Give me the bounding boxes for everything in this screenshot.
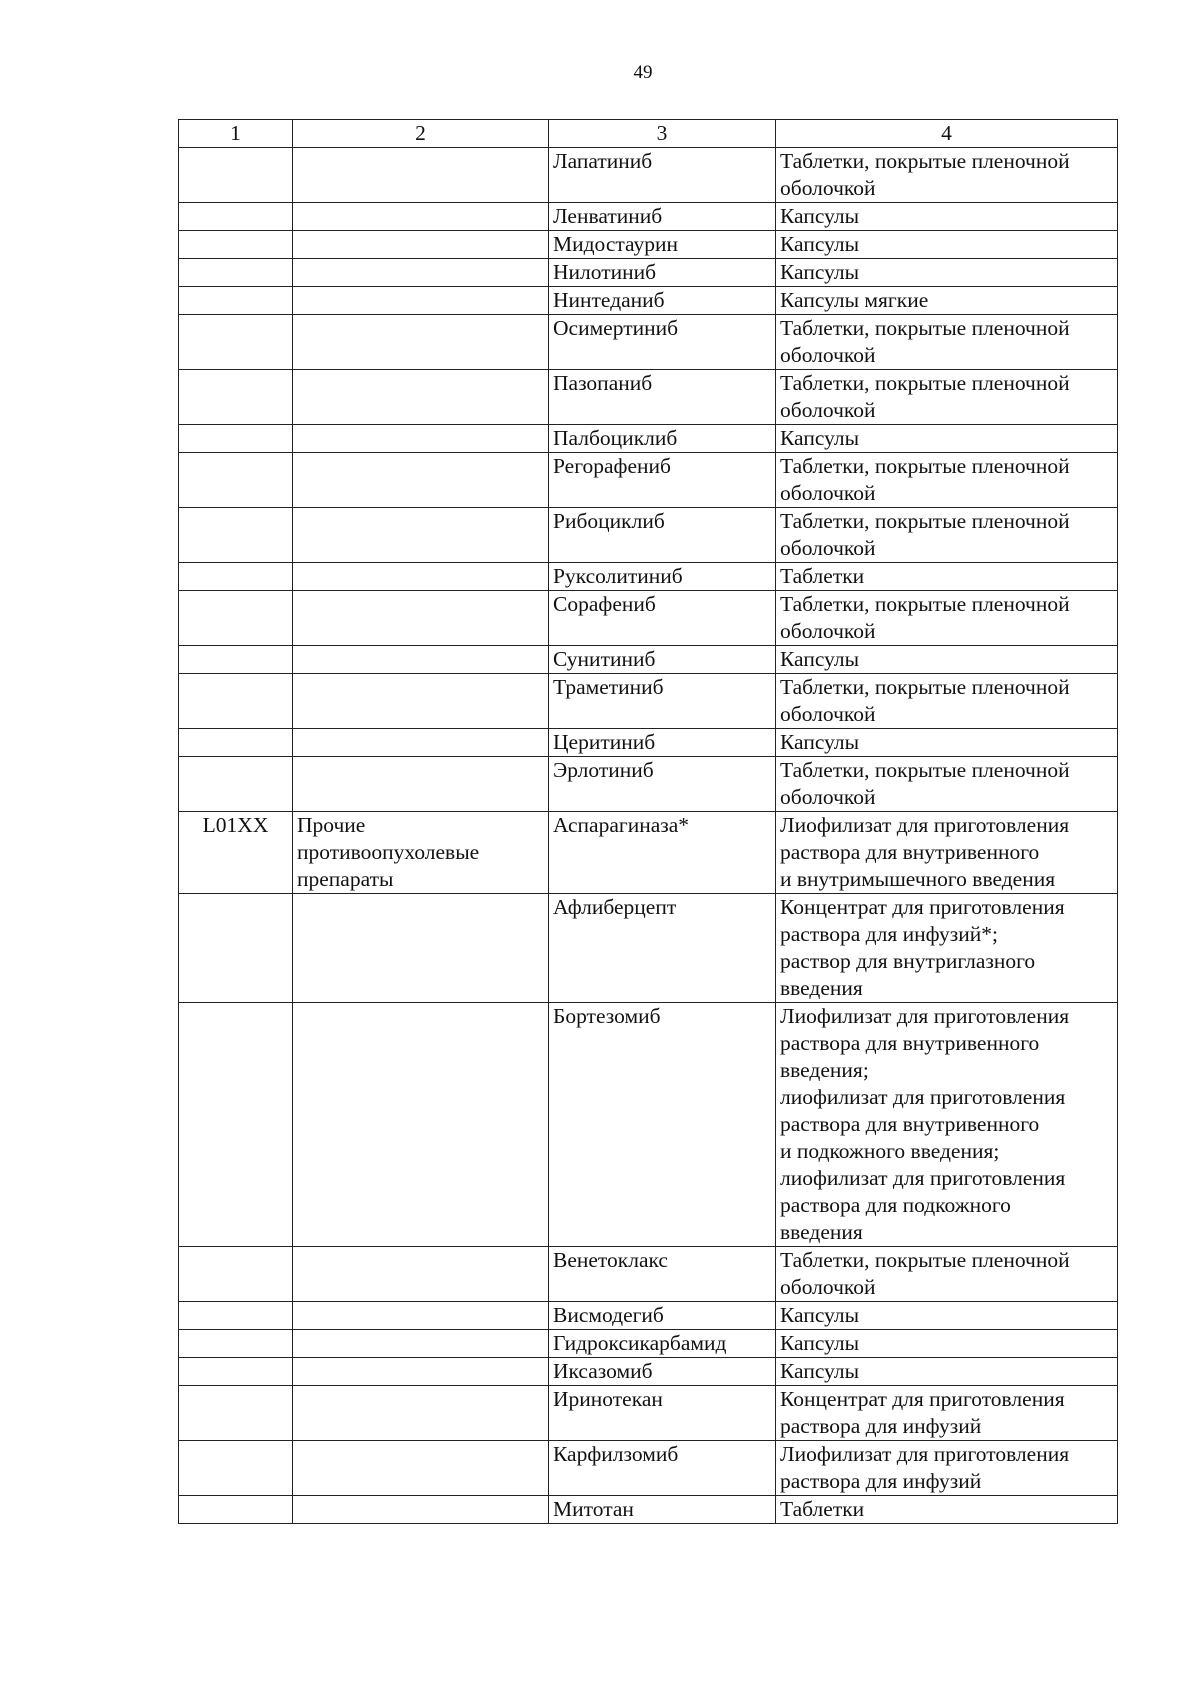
drug-name-cell: Лапатиниб: [549, 148, 776, 203]
dosage-form-cell: Капсулы: [776, 1330, 1118, 1358]
atc-code-cell: [179, 259, 293, 287]
table-row: [179, 1247, 1118, 1302]
drug-name-cell: Эрлотиниб: [549, 757, 776, 812]
dosage-form-cell: Таблетки, покрытые пленочной оболочкой: [776, 370, 1118, 425]
drug-name-cell: Сорафениб: [549, 591, 776, 646]
dosage-form-cell: Таблетки, покрытые пленочной оболочкой: [776, 1247, 1118, 1302]
atc-code-cell: L01XX: [179, 812, 293, 894]
table-row: [179, 563, 1118, 591]
group-cell: [293, 370, 549, 425]
dosage-form-cell: Таблетки, покрытые пленочной оболочкой: [776, 315, 1118, 370]
atc-code-cell: [179, 508, 293, 563]
drug-name-cell: Мидостаурин: [549, 231, 776, 259]
atc-code-cell: [179, 1441, 293, 1496]
group-cell: [293, 1247, 549, 1302]
table-row: [179, 729, 1118, 757]
drug-table: [178, 119, 1118, 1524]
table-row: [179, 1003, 1118, 1247]
drug-name-cell: Палбоциклиб: [549, 425, 776, 453]
header-cell-3: 3: [549, 120, 776, 148]
group-cell: [293, 757, 549, 812]
table-row: [179, 203, 1118, 231]
table-row: [179, 453, 1118, 508]
group-cell: [293, 1003, 549, 1247]
group-cell: [293, 729, 549, 757]
table-row: [179, 646, 1118, 674]
atc-code-cell: [179, 203, 293, 231]
table-row: [179, 674, 1118, 729]
dosage-form-cell: Таблетки, покрытые пленочной оболочкой: [776, 757, 1118, 812]
dosage-form-cell: Таблетки: [776, 1496, 1118, 1524]
table-row: [179, 508, 1118, 563]
atc-code-cell: [179, 1247, 293, 1302]
group-cell: [293, 1330, 549, 1358]
group-cell: [293, 453, 549, 508]
dosage-form-cell: Капсулы мягкие: [776, 287, 1118, 315]
atc-code-cell: [179, 757, 293, 812]
group-cell: [293, 591, 549, 646]
drug-name-cell: Сунитиниб: [549, 646, 776, 674]
table-row: [179, 259, 1118, 287]
dosage-form-cell: Капсулы: [776, 203, 1118, 231]
atc-code-cell: [179, 425, 293, 453]
drug-name-cell: Регорафениб: [549, 453, 776, 508]
group-cell: [293, 315, 549, 370]
dosage-form-cell: Концентрат для приготовления раствора для инфузий*; раствор для внутриглазного введения: [776, 894, 1118, 1003]
atc-code-cell: [179, 674, 293, 729]
table-body: [179, 148, 1118, 1524]
header-cell-4: 4: [776, 120, 1118, 148]
dosage-form-cell: Концентрат для приготовления раствора для инфузий: [776, 1386, 1118, 1441]
drug-name-cell: Бортезомиб: [549, 1003, 776, 1247]
table-row: [179, 1302, 1118, 1330]
header-cell-2: 2: [293, 120, 549, 148]
atc-code-cell: [179, 1386, 293, 1441]
drug-name-cell: Нинтеданиб: [549, 287, 776, 315]
atc-code-cell: [179, 370, 293, 425]
table-row: [179, 315, 1118, 370]
dosage-form-cell: Капсулы: [776, 231, 1118, 259]
atc-code-cell: [179, 1496, 293, 1524]
group-cell: [293, 1496, 549, 1524]
dosage-form-cell: Таблетки, покрытые пленочной оболочкой: [776, 508, 1118, 563]
dosage-form-cell: Таблетки, покрытые пленочной оболочкой: [776, 591, 1118, 646]
atc-code-cell: [179, 1003, 293, 1247]
atc-code-cell: [179, 563, 293, 591]
atc-code-cell: [179, 646, 293, 674]
group-cell: Прочие противоопухолевые препараты: [293, 812, 549, 894]
atc-code-cell: [179, 1302, 293, 1330]
group-cell: [293, 231, 549, 259]
drug-name-cell: Карфилзомиб: [549, 1441, 776, 1496]
atc-code-cell: [179, 894, 293, 1003]
group-cell: [293, 1358, 549, 1386]
drug-name-cell: Афлиберцепт: [549, 894, 776, 1003]
atc-code-cell: [179, 231, 293, 259]
drug-name-cell: Церитиниб: [549, 729, 776, 757]
atc-code-cell: [179, 729, 293, 757]
drug-name-cell: Ленватиниб: [549, 203, 776, 231]
atc-code-cell: [179, 287, 293, 315]
table-row: [179, 1441, 1118, 1496]
group-cell: [293, 674, 549, 729]
dosage-form-cell: Таблетки: [776, 563, 1118, 591]
group-cell: [293, 1386, 549, 1441]
group-cell: [293, 148, 549, 203]
table-row: [179, 148, 1118, 203]
table-row: [179, 1386, 1118, 1441]
group-cell: [293, 425, 549, 453]
dosage-form-cell: Таблетки, покрытые пленочной оболочкой: [776, 148, 1118, 203]
group-cell: [293, 646, 549, 674]
drug-name-cell: Иксазомиб: [549, 1358, 776, 1386]
drug-name-cell: Рибоциклиб: [549, 508, 776, 563]
atc-code-cell: [179, 1358, 293, 1386]
header-row: [179, 120, 1118, 148]
table-row: [179, 1358, 1118, 1386]
drug-name-cell: Траметиниб: [549, 674, 776, 729]
group-cell: [293, 563, 549, 591]
atc-code-cell: [179, 453, 293, 508]
table-row: [179, 231, 1118, 259]
page-number: 49: [633, 62, 653, 83]
dosage-form-cell: Лиофилизат для приготовления раствора для внутривенного введения; лиофилизат для приготовления раствора для внутривенного и подкожного введения; лиофилизат для приготовления раствора для подкожного введения: [776, 1003, 1118, 1247]
drug-name-cell: Венетоклакс: [549, 1247, 776, 1302]
drug-name-cell: Митотан: [549, 1496, 776, 1524]
drug-name-cell: Нилотиниб: [549, 259, 776, 287]
table-row: [179, 894, 1118, 1003]
dosage-form-cell: Лиофилизат для приготовления раствора для инфузий: [776, 1441, 1118, 1496]
dosage-form-cell: Капсулы: [776, 729, 1118, 757]
group-cell: [293, 1441, 549, 1496]
drug-name-cell: Аспарагиназа*: [549, 812, 776, 894]
dosage-form-cell: Капсулы: [776, 1358, 1118, 1386]
dosage-form-cell: Капсулы: [776, 259, 1118, 287]
header-cell-1: 1: [179, 120, 293, 148]
table-row: [179, 1496, 1118, 1524]
group-cell: [293, 1302, 549, 1330]
drug-name-cell: Осимертиниб: [549, 315, 776, 370]
drug-table-container: [178, 119, 1117, 1524]
atc-code-cell: [179, 1330, 293, 1358]
table-row: [179, 591, 1118, 646]
table-row: [179, 287, 1118, 315]
drug-name-cell: Гидроксикарбамид: [549, 1330, 776, 1358]
drug-name-cell: Пазопаниб: [549, 370, 776, 425]
drug-name-cell: Иринотекан: [549, 1386, 776, 1441]
dosage-form-cell: Таблетки, покрытые пленочной оболочкой: [776, 674, 1118, 729]
table-row: [179, 370, 1118, 425]
dosage-form-cell: Лиофилизат для приготовления раствора для внутривенного и внутримышечного введения: [776, 812, 1118, 894]
dosage-form-cell: Капсулы: [776, 425, 1118, 453]
table-row: [179, 425, 1118, 453]
dosage-form-cell: Таблетки, покрытые пленочной оболочкой: [776, 453, 1118, 508]
table-row: [179, 757, 1118, 812]
table-row: [179, 812, 1118, 894]
group-cell: [293, 894, 549, 1003]
group-cell: [293, 259, 549, 287]
group-cell: [293, 287, 549, 315]
group-cell: [293, 203, 549, 231]
dosage-form-cell: Капсулы: [776, 1302, 1118, 1330]
group-cell: [293, 508, 549, 563]
dosage-form-cell: Капсулы: [776, 646, 1118, 674]
atc-code-cell: [179, 148, 293, 203]
table-row: [179, 1330, 1118, 1358]
drug-name-cell: Руксолитиниб: [549, 563, 776, 591]
atc-code-cell: [179, 315, 293, 370]
drug-name-cell: Висмодегиб: [549, 1302, 776, 1330]
atc-code-cell: [179, 591, 293, 646]
